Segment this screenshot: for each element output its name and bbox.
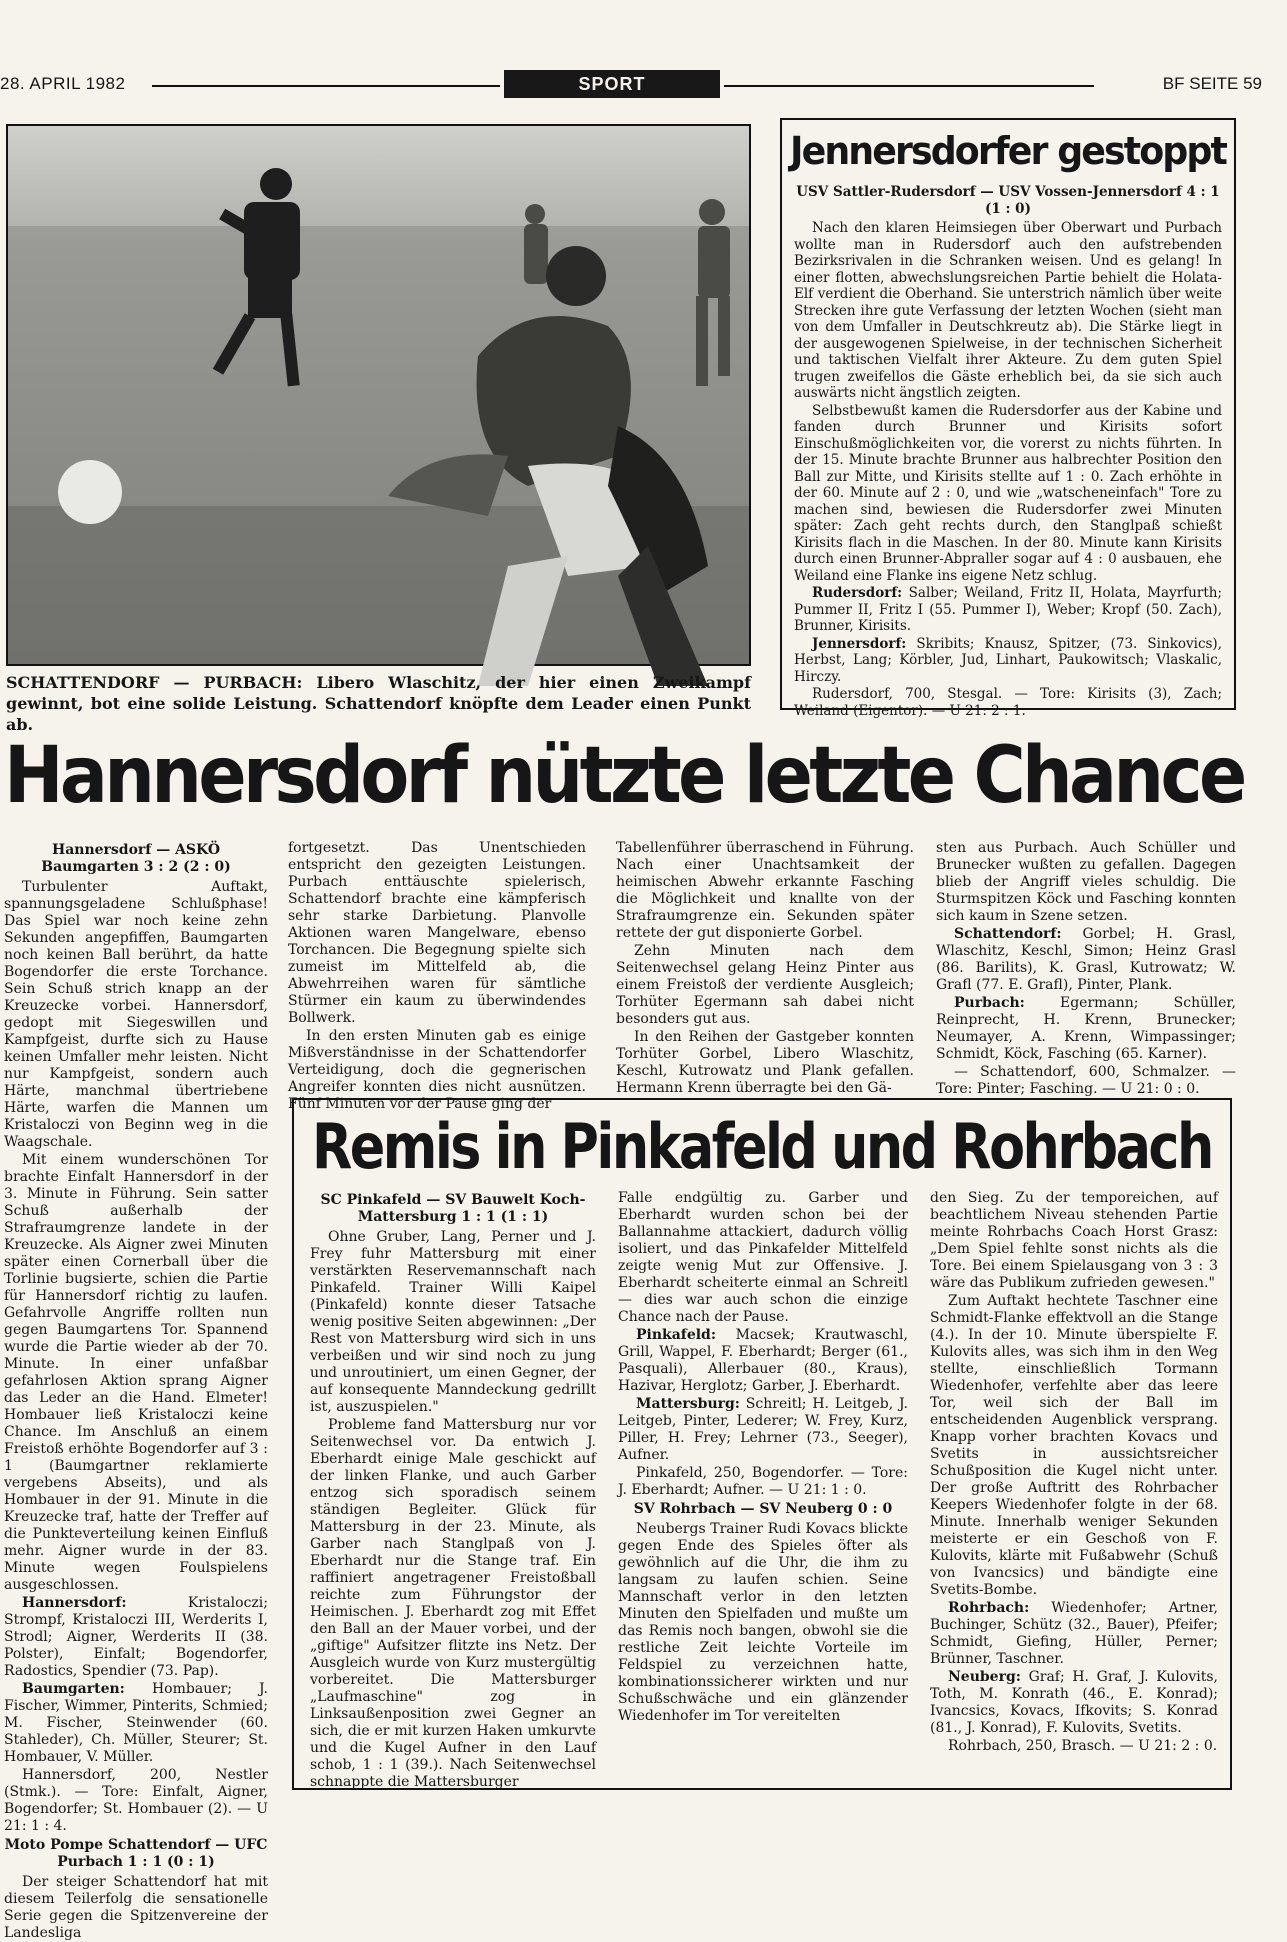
- article-remis-col-3: [930, 1190, 1218, 1784]
- article-remis-col-1: [310, 1190, 596, 1790]
- article-rohrbach-result: Rohrbach, 250, Brasch. — U 21: 2 : 0.: [948, 1738, 1218, 1754]
- article-jennersdorf-para-2: Selbstbewußt kamen die Rudersdorfer aus der Kabine und fanden durch Brunner und Kirisits sofort Einschußmöglichkeiten vor, die vorerst zu nichts führten. In der 15. Minute brachte Brunner aus halbrechter Position den Ball zur Mitte, und Kirisits stellte auf 1 : 0. Zach erhöhte in der 60. Minute auf 2 : 0, und wie „watscheneinfach" Tore zu machen sind, bewiesen die Rudersdorfer zwei Minuten später: Zach geht rechts durch, den Stanglpaß schießt Kirisits flach in die Maschen. In der 80. Minute kann Kirisits durch einen Brunner-Abpraller sogar auf 4 : 0 ausbauen, ehe Weiland eine Flanke ins eigene Netz schlug.: [794, 402, 1222, 584]
- article-schattendorf-c2-para-1: fortgesetzt. Das Unentschieden entspricht den gezeigten Leistungen. Purbach enttäuschte spielerisch, Schattendorf brachte eine kämpferisch sehr starke Darbietung. Planvolle Aktionen waren Mangelware, ebenso Torchancen. Die Begegnung spielte sich zumeist im Mittelfeld ab, die Abwehrreihen waren für sämtliche Stürmer ein kaum zu überwindendes Bollwerk.: [288, 840, 586, 1026]
- article-schattendorf-lineup-2: Purbach: Egermann; Schüller, Reinprecht, H. Krenn, Brunecker; Neumayer, A. Krenn, Wimpassinger; Schmidt, Köck, Fasching (65. Karner).: [936, 995, 1236, 1062]
- article-hannersdorf-subtitle: Hannersdorf — ASKÖ Baumgarten 3 : 2 (2 : 0): [41, 842, 231, 875]
- article-remis-box: [292, 1098, 1232, 1790]
- article-jennersdorf-subtitle: USV Sattler-Rudersdorf — USV Vossen-Jennersdorf 4 : 1 (1 : 0): [796, 184, 1220, 217]
- article-rohrbach-c3-para-1: den Sieg. Zu der temporeichen, auf beachtlichem Niveau stehenden Partie meinte Rohrbachs Coach Horst Grasz: „Dem Spiel fehlte sonst nichts als die Tore. Bei einem Spielausgang von 3 : 3 wäre das Publikum zufrieden gewesen.": [930, 1190, 1218, 1291]
- article-remis-mattersburg-lineup: Mattersburg: Schreitl; H. Leitgeb, J. Leitgeb, Pinter, Lederer; W. Frey, Kurz, Piller, H. Frey; Lehrner (73., Seeger), Aufner.: [618, 1396, 908, 1463]
- article-remis-c1-para-2: Probleme fand Mattersburg nur vor Seitenwechsel vor. Da entwich J. Eberhardt einige Male geschickt auf der linken Flanke, und auch Garber entzog sich sporadisch seinem ständigen Begleiter. Glück für Mattersburg in der 23. Minute, als Garber nach Stanglpaß von J. Eberhardt nur die Stange traf. Ein raffiniert angetragener Freistoßball reichte zum Führungstor der Heimischen. J. Eberhardt zog mit Effet den Ball an der Mauer vorbei, und der „giftige" Aufsitzer flitzte ins Netz. Der Ausgleich wurde von Kurz mustergültig vorbereitet. Die Mattersburger „Laufmaschine" zog in Linksaußenposition zwei Gegner an sich, die er mit kurzen Haken umkurvte und die Kugel Aufner in den Lauf schob, 1 : 1 (39.). Nach Seitenwechsel schnappte die Mattersburger: [310, 1417, 596, 1790]
- page-header: [0, 70, 1262, 100]
- article-hannersdorf-col-1: [4, 840, 268, 1941]
- header-date: 28. APRIL 1982: [0, 74, 126, 93]
- article-remis-title: Remis in Pinkafeld und Rohrbach: [312, 1110, 1212, 1183]
- article-rohrbach-c2-para-1: Neubergs Trainer Rudi Kovacs blickte gegen Ende des Spieles öfter als gewöhnlich auf die Uhr, die ihm zu langsam zu laufen schien. Seine Mannschaft verlor in den letzten Minuten den Spielfaden und mußte um das Remis noch bangen, obwohl sie die restliche Zeit leichte Vorteile im Feldspiel zu verzeichnen hatte, kombinationssicherer wirkten und nur Schußschwäche und ein glänzender Wiedenhofer im Tor vereitelten: [618, 1521, 908, 1724]
- article-jennersdorf-body: [794, 182, 1222, 720]
- article-rohrbach-subtitle: SV Rohrbach — SV Neuberg 0 : 0: [633, 1501, 893, 1517]
- header-rule-left: [152, 85, 500, 87]
- article-schattendorf-c2-para-2: In den ersten Minuten gab es einige Mißverständnisse in der Schattendorfer Verteidigung, doch die gegnerischen Angreifer konnten dies nicht ausnützen. Fünf Minuten vor der Pause ging der: [288, 1028, 586, 1112]
- article-hannersdorf-col-2: [288, 840, 586, 1112]
- header-section: SPORT: [578, 74, 646, 94]
- article-jennersdorf-lineup-1: Rudersdorf: Salber; Weiland, Fritz II, Holata, Mayrfurth; Pummer II, Fritz I (55. Pummer I), Weber; Kropf (50. Zach), Brunner, Kirisits.: [794, 585, 1222, 634]
- article-jennersdorf-result: Rudersdorf, 700, Stesgal. — Tore: Kirisits (3), Zach; Weiland (Eigentor). — U 21: 2 : 1.: [794, 686, 1222, 719]
- article-hannersdorf-c1-para-2: Mit einem wunderschönen Tor brachte Einfalt Hannersdorf in der 3. Minute in Führung. Sein satter Schuß außerhalb der Strafraumgrenze landete in der Kreuzecke. Als Aigner zwei Minuten später einen Cornerball über die Torlinie bugsierte, schien die Partie für Hannersdorf richtig zu laufen. Gefahrvolle Angriffe rollten nun gegen Baumgartens Tor. Spannend wurde die Partie wieder ab der 70. Minute. In einer unfaßbar gefahrlosen Aktion sprang Aigner das Leder an die Hand. Elmeter! Hombauer ließ Kristaloczi keine Chance. Im Anschluß an einem Freistoß erhöhte Bogendorfer auf 3 : 1 (Baumgartner reklamierte vergebens Abseits), und als Hombauer in der 91. Minute in die Kreuzecke traf, hatte der Treffer auf die Punkteverteilung keinen Einfluß mehr. Aigner wurde in der 83. Minute wegen Foulspielens ausgeschlossen.: [4, 1152, 268, 1593]
- article-schattendorf-c3-para-3: In den Reihen der Gastgeber konnten Torhüter Gorbel, Libero Wlaschitz, Keschl, Kutrowatz und Plank gefallen. Hermann Krenn überragte bei den Gä-: [616, 1029, 914, 1096]
- article-hannersdorf-lineup-1: Hannersdorf: Kristaloczi; Strompf, Kristaloczi III, Werderits I, Strodl; Aigner, Werderits II (38. Polster), Einfalt; Bogendorfer, Radostics, Spendier (73. Pap).: [4, 1595, 268, 1679]
- match-photo: [6, 124, 751, 666]
- article-hannersdorf-result: Hannersdorf, 200, Nestler (Stmk.). — Tore: Einfalt, Aigner, Bogendorfer; St. Hombauer (2). — U 21: 1 : 4.: [4, 1767, 268, 1834]
- article-remis-subtitle: SC Pinkafeld — SV Bauwelt Koch-Mattersburg 1 : 1 (1 : 1): [320, 1192, 586, 1225]
- header-page: BF SEITE 59: [1162, 74, 1262, 93]
- article-jennersdorf-box: [780, 118, 1236, 719]
- article-jennersdorf-lineup-2: Jennersdorf: Skribits; Knausz, Spitzer, (73. Sinkovics), Herbst, Lang; Körbler, Jud, Linhart, Paukowitsch; Vlaskalic, Hirczy.: [794, 635, 1222, 685]
- article-hannersdorf-c1-para-1: Turbulenter Auftakt, spannungsgeladene Schlußphase! Das Spiel war noch keine zehn Sekunden angepfiffen, Baumgarten noch keinen Ball berührt, da hatte Bogendorfer die erste Torchance. Sein Schuß strich knapp an der Kreuzecke vorbei. Hannersdorf, gedopt mit Siegeswillen und Kampfgeist, durfte sich zu Hause keinen Umfaller mehr leisten. Nicht nur Kampfgeist, sondern auch Härte, manchmal übertriebene Härte, warfen die Mannen um Kristaloczi von Beginn weg in die Waagschale.: [4, 879, 268, 1150]
- article-schattendorf-c3-para-2: Zehn Minuten nach dem Seitenwechsel gelang Heinz Pinter aus einem Freistoß der verdiente Ausgleich; Torhüter Egermann sah dabei nicht besonders gut aus.: [616, 943, 914, 1027]
- article-remis-pinkafeld-lineup: Pinkafeld: Macsek; Krautwaschl, Grill, Wappel, F. Eberhardt; Berger (61., Pasquali), Allerbauer (80., Kraus), Hazivar, Herglotz; Garber, J. Eberhardt.: [618, 1327, 908, 1394]
- article-rohrbach-c3-para-2: Zum Auftakt hechtete Taschner eine Schmidt-Flanke effektvoll an die Stange (4.). In der 10. Minute überspielte F. Kulovits alles, was sich ihm in den Weg stellte, einschließlich Tormann Wiedenhofer, verfehlte aber das leere Tor, weil sich der Ball im entscheidenden Augenblick versprang. Knapp vorher brachten Kovacs und Svetits in aussichtsreicher Schußposition die Kugel nicht unter. Der große Auftritt des Rohrbacher Keepers Wiedenhofer folgte in der 68. Minute. Innerhalb weniger Sekunden meisterte er ein Geschoß von F. Kulovits, klärte mit Fußabwehr (Schuß von Ivancsics) und bändigte eine Svetits-Bombe.: [930, 1293, 1218, 1598]
- photo-caption: SCHATTENDORF — PURBACH: Libero Wlaschitz, der hier einen Zweikampf gewinnt, bot eine solide Leistung. Schattendorf knöpfte dem Leader einen Punkt ab.: [6, 673, 751, 734]
- article-hannersdorf-lineup-2: Baumgarten: Hombauer; J. Fischer, Wimmer, Pinterits, Schmied; M. Fischer, Steinwender (60. Stahleder), Ch. Müller, Steurer; St. Hombauer, V. Müller.: [4, 1681, 268, 1765]
- article-remis-col-2: [618, 1190, 908, 1784]
- article-rohrbach-lineup: Rohrbach: Wiedenhofer; Artner, Buchinger, Schütz (32., Bauer), Pfeifer; Schmidt, Giefing, Hüller, Perner; Brünner, Taschner.: [930, 1600, 1218, 1667]
- article-jennersdorf-title: Jennersdorfer gestoppt: [790, 129, 1226, 173]
- article-jennersdorf-para-1: Nach den klaren Heimsiegen über Oberwart und Purbach wollte man in Rudersdorf auch den aufstrebenden Bezirksrivalen in die Schranken weisen. Und es gelang! In einer flotten, abwechslungsreichen Partie behielt die Holata-Elf verdient die Oberhand. Sie unterstrich nämlich über weite Strecken ihre gute Verfassung der letzten Wochen (sieht man von dem Umfaller in Deutschkreutz ab). Die Stärke liegt in der ausgewogenen Spielweise, in der technischen Sicherheit und taktischen Vielfalt ihrer Akteure. Zu dem guten Spiel trugen zweifellos die Gäste erheblich bei, da sie sich auch auswärts nicht ängstlich zeigten.: [794, 220, 1222, 401]
- article-schattendorf-result: — Schattendorf, 600, Schmalzer. — Tore: Pinter; Fasching. — U 21: 0 : 0.: [936, 1064, 1236, 1097]
- article-hannersdorf-title: Hannersdorf nützte letzte Chance: [4, 731, 1244, 821]
- article-schattendorf-c1-para-1: Der steiger Schattendorf hat mit diesem Teilerfolg die sensationelle Serie gegen die Spitzenvereine der Landesliga: [4, 1874, 268, 1941]
- article-remis-c2-para-1: Falle endgültig zu. Garber und Eberhardt wurden schon bei der Ballannahme attackiert, dadurch völlig isoliert, und das Pinkafelder Mittelfeld zeigte wenig Mut zur Offensive. J. Eberhardt scheiterte einmal an Schreitl — dies war auch schon die einzige Chance nach der Pause.: [618, 1190, 908, 1325]
- article-schattendorf-c3-para-1: Tabellenführer überraschend in Führung. Nach einer Unachtsamkeit der heimischen Abwehr erkannte Fasching die Möglichkeit und knallte von der Strafraumgrenze ein. Sekunden später rettete der gut disponierte Gorbel.: [616, 840, 914, 941]
- header-section-box: [504, 70, 720, 98]
- header-rule-right: [724, 85, 1094, 87]
- article-hannersdorf-col-3: [616, 840, 914, 1096]
- article-schattendorf-lineup-1: Schattendorf: Gorbel; H. Grasl, Wlaschitz, Keschl, Simon; Heinz Grasl (86. Barilits), K. Grasl, Kutrowatz; W. Grafl (77. E. Grafl), Pinter, Plank.: [936, 926, 1236, 993]
- article-schattendorf-subtitle: Moto Pompe Schattendorf — UFC Purbach 1 : 1 (0 : 1): [4, 1837, 268, 1870]
- article-neuberg-lineup: Neuberg: Graf; H. Graf, J. Kulovits, Toth, M. Konrath (46., E. Konrad); Ivancsics, Kovacs, Ifkovits; S. Konrad (81., J. Konrad), F. Kulovits, Svetits.: [930, 1669, 1218, 1736]
- article-remis-c1-para-1: Ohne Gruber, Lang, Perner und J. Frey fuhr Mattersburg mit einer verstärkten Reservemannschaft nach Pinkafeld. Trainer Willi Kaipel (Pinkafeld) konnte dieser Tatsache wenig positive Seiten abgewinnen: „Der Rest von Mattersburg wird sich in uns verbeißen und wir sind noch zu jung und unroutiniert, um einen Gegner, der auf konsequente Manndeckung gedrillt ist, auszuspielen.": [310, 1229, 596, 1415]
- article-schattendorf-c4-para-1: sten aus Purbach. Auch Schüller und Brunecker wußten zu gefallen. Dagegen blieb der Angriff vieles schuldig. Die Sturmspitzen Köck und Fasching konnten sich kaum in Szene setzen.: [936, 840, 1236, 924]
- article-hannersdorf-col-4: [936, 840, 1236, 1097]
- photo-image: [8, 126, 749, 664]
- article-remis-pinkafeld-result: Pinkafeld, 250, Bogendorfer. — Tore: J. Eberhardt; Aufner. — U 21: 1 : 0.: [618, 1465, 908, 1498]
